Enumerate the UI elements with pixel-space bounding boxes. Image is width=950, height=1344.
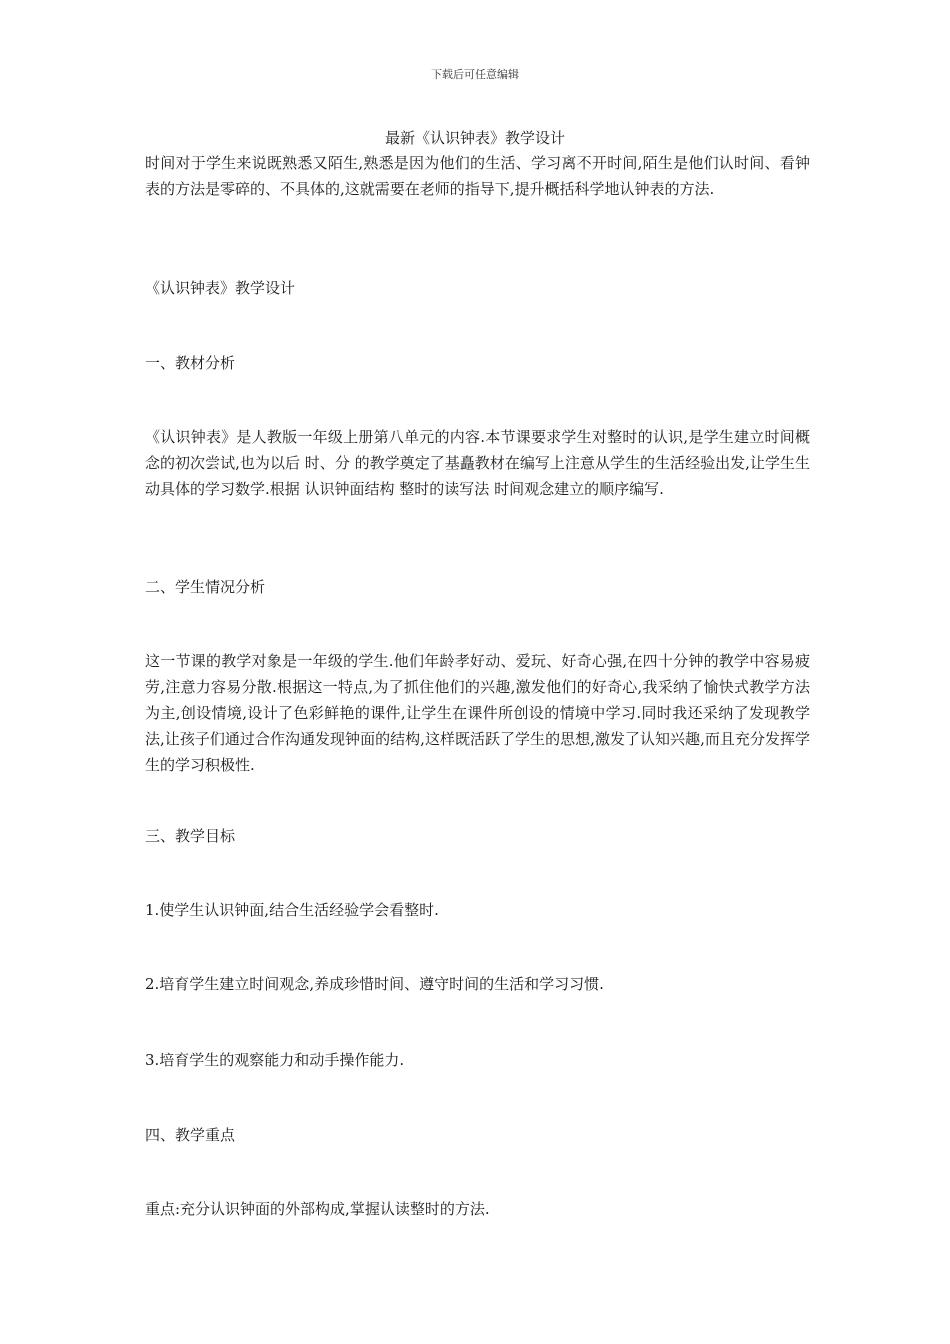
section-heading-goals: 三、教学目标 xyxy=(145,827,236,845)
goal-item: 1.使学生认识钟面,结合生活经验学会看整时. xyxy=(145,901,439,919)
subtitle: 《认识钟表》教学设计 xyxy=(145,279,296,297)
section-heading-materials: 一、教材分析 xyxy=(145,354,236,372)
header-note: 下载后可任意编辑 xyxy=(431,68,519,81)
document-title: 最新《认识钟表》教学设计 xyxy=(384,129,565,147)
materials-paragraph: 《认识钟表》是人教版一年级上册第八单元的内容.本节课要求学生对整时的认识,是学生建立时间概念的初次尝试,也为以后 时、分 的教学奠定了基矗教材在编写上注意从学生的生活经验出发,让学生生动具体的学习数学.根据 认识钟面结构 整时的读写法 时间观念建立的顺序编写. xyxy=(145,428,810,498)
section-heading-focus: 四、教学重点 xyxy=(145,1126,236,1144)
goal-item: 3.培育学生的观察能力和动手操作能力. xyxy=(145,1051,405,1069)
focus-paragraph: 重点:充分认识钟面的外部构成,掌握认读整时的方法. xyxy=(145,1200,490,1218)
section-heading-students: 二、学生情况分析 xyxy=(145,578,266,596)
intro-paragraph: 时间对于学生来说既熟悉又陌生,熟悉是因为他们的生活、学习离不开时间,陌生是他们认时间、看钟表的方法是零碎的、不具体的,这就需要在老师的指导下,提升概括科学地认钟表的方法. xyxy=(145,154,810,198)
students-paragraph: 这一节课的教学对象是一年级的学生.他们年龄孝好动、爱玩、好奇心强,在四十分钟的教学中容易疲劳,注意力容易分散.根据这一特点,为了抓住他们的兴趣,激发他们的好奇心,我采纳了愉快式教学方法为主,创设情境,设计了色彩鲜艳的课件,让学生在课件所创设的情境中学习.同时我还采纳了发现教学法,让孩子们通过合作沟通发现钟面的结构,这样既活跃了学生的思想,激发了认知兴趣,而且充分发挥学生的学习积极性. xyxy=(145,652,810,774)
goal-item: 2.培育学生建立时间观念,养成珍惜时间、遵守时间的生活和学习习惯. xyxy=(145,975,604,993)
